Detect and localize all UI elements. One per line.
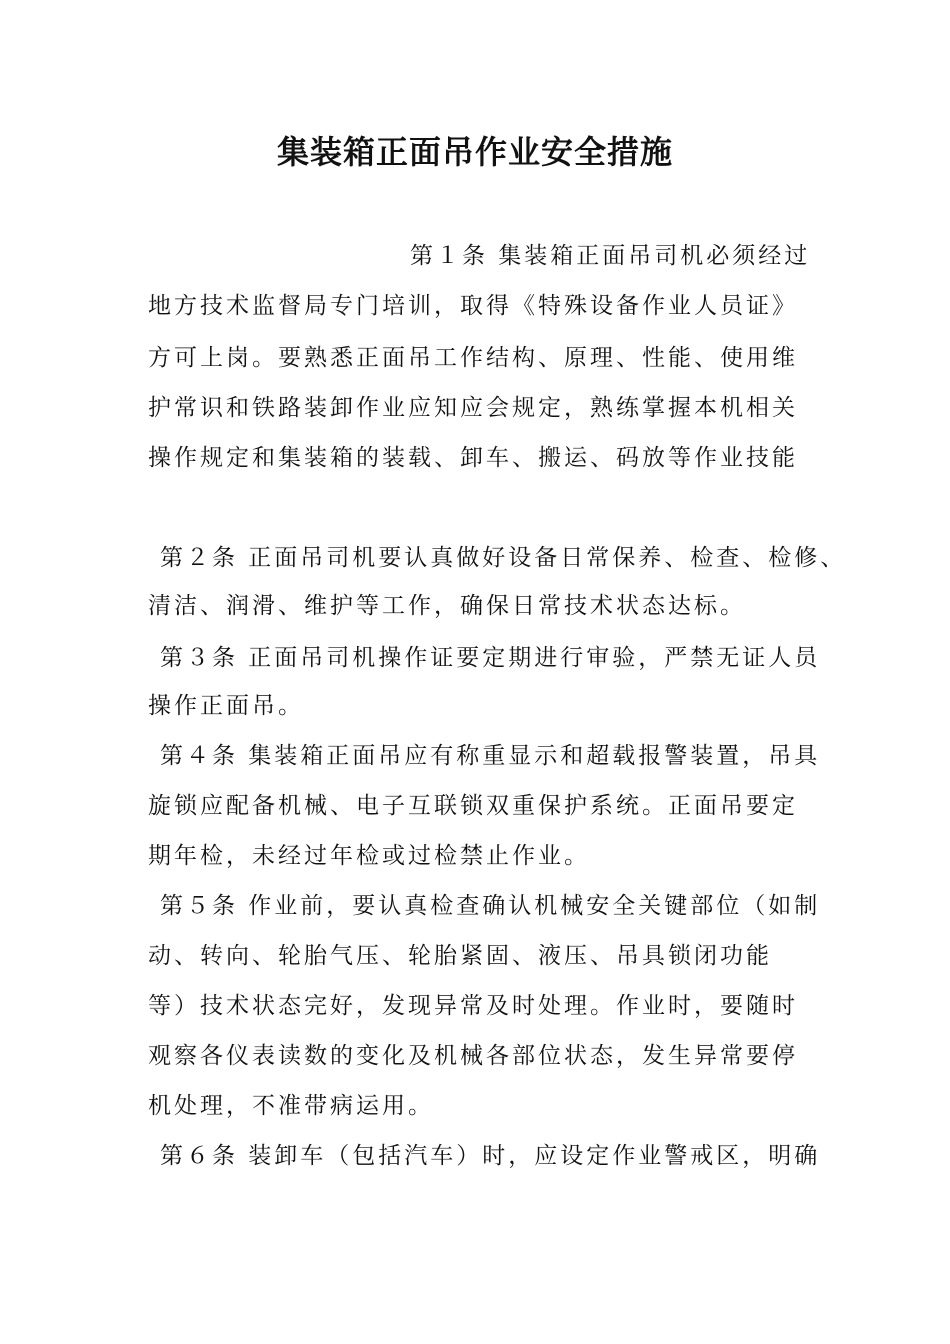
text-line: 操作规定和集装箱的装载、卸车、搬运、码放等作业技能 bbox=[148, 445, 798, 471]
text-line: 观察各仪表读数的变化及机械各部位状态，发生异常要停 bbox=[148, 1043, 798, 1069]
text-line: 清洁、润滑、维护等工作，确保日常技术状态达标。 bbox=[148, 593, 746, 619]
text-line: 机处理，不准带病运用。 bbox=[148, 1093, 434, 1119]
text-line: 方可上岗。要熟悉正面吊工作结构、原理、性能、使用维 bbox=[148, 345, 798, 371]
text-line: 第２条 正面吊司机要认真做好设备日常保养、检查、检修、 bbox=[160, 545, 847, 571]
text-line: 第４条 集装箱正面吊应有称重显示和超载报警装置，吊具 bbox=[160, 743, 821, 769]
text-line: 护常识和铁路装卸作业应知应会规定，熟练掌握本机相关 bbox=[148, 395, 798, 421]
text-line: 地方技术监督局专门培训，取得《特殊设备作业人员证》 bbox=[148, 293, 798, 319]
text-line: 第５条 作业前，要认真检查确认机械安全关键部位（如制 bbox=[160, 893, 821, 919]
document-title: 集装箱正面吊作业安全措施 bbox=[276, 133, 673, 171]
text-line: 第１条 集装箱正面吊司机必须经过 bbox=[410, 243, 811, 269]
text-line: 等）技术状态完好，发现异常及时处理。作业时，要随时 bbox=[148, 993, 798, 1019]
text-line: 旋锁应配备机械、电子互联锁双重保护系统。正面吊要定 bbox=[148, 793, 798, 819]
text-line: 期年检，未经过年检或过检禁止作业。 bbox=[148, 843, 590, 869]
text-line: 第６条 装卸车（包括汽车）时，应设定作业警戒区，明确 bbox=[160, 1143, 821, 1169]
text-line: 第３条 正面吊司机操作证要定期进行审验，严禁无证人员 bbox=[160, 645, 821, 671]
text-line: 操作正面吊。 bbox=[148, 693, 304, 719]
text-line: 动、转向、轮胎气压、轮胎紧固、液压、吊具锁闭功能 bbox=[148, 943, 772, 969]
